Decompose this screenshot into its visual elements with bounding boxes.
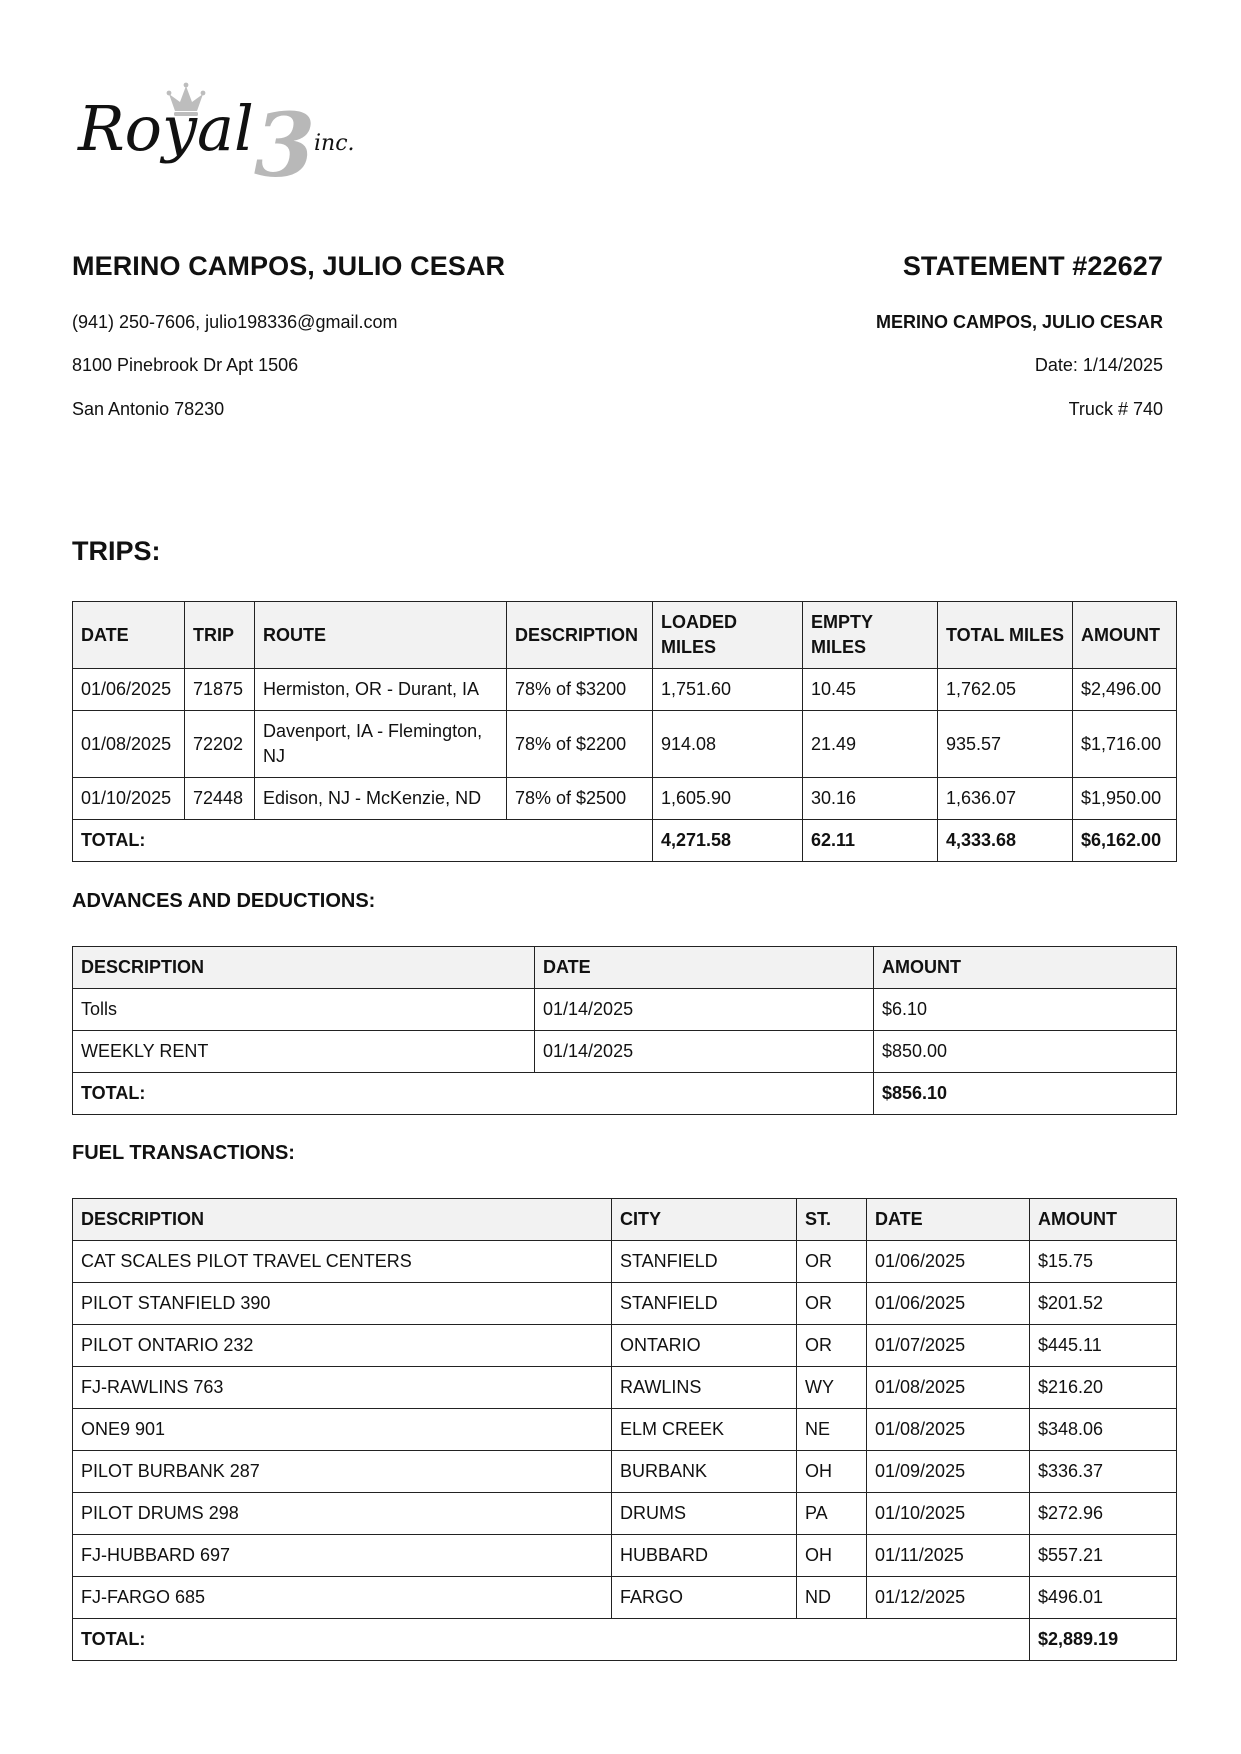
statement-title: STATEMENT #22627 bbox=[902, 251, 1163, 281]
table-cell: $445.11 bbox=[1030, 1325, 1177, 1367]
fuel-table bbox=[72, 1198, 1177, 1661]
logo-wordmark: Royal bbox=[78, 92, 254, 165]
statement-name: MERINO CAMPOS, JULIO CESAR bbox=[875, 312, 1163, 332]
table-cell: $336.37 bbox=[1030, 1451, 1177, 1493]
table-cell: FARGO bbox=[612, 1577, 797, 1619]
table-cell: FJ-FARGO 685 bbox=[73, 1577, 612, 1619]
table-row bbox=[73, 1535, 1177, 1577]
table-cell: $6.10 bbox=[874, 989, 1177, 1031]
table-cell: RAWLINS bbox=[612, 1367, 797, 1409]
table-cell: PILOT STANFIELD 390 bbox=[73, 1283, 612, 1325]
total-amount: $2,889.19 bbox=[1030, 1619, 1177, 1661]
table-cell: 71875 bbox=[185, 669, 255, 711]
table-header-row bbox=[73, 947, 1177, 989]
table-cell: PILOT DRUMS 298 bbox=[73, 1493, 612, 1535]
column-header: DATE bbox=[73, 602, 185, 669]
table-cell: 10.45 bbox=[803, 669, 938, 711]
table-row bbox=[73, 1577, 1177, 1619]
total-label: TOTAL: bbox=[73, 1073, 874, 1115]
statement-date: Date: 1/14/2025 bbox=[1034, 355, 1163, 375]
trips-table bbox=[72, 601, 1177, 862]
table-cell: 01/06/2025 bbox=[867, 1283, 1030, 1325]
column-header: DESCRIPTION bbox=[73, 947, 535, 989]
table-cell: WY bbox=[797, 1367, 867, 1409]
logo-number: 3 bbox=[254, 93, 316, 190]
table-cell: FJ-RAWLINS 763 bbox=[73, 1367, 612, 1409]
table-cell: WEEKLY RENT bbox=[73, 1031, 535, 1073]
table-row bbox=[73, 1325, 1177, 1367]
total-empty-miles: 62.11 bbox=[803, 820, 938, 862]
column-header: ROUTE bbox=[255, 602, 507, 669]
column-header: DESCRIPTION bbox=[73, 1199, 612, 1241]
table-cell: $1,716.00 bbox=[1073, 711, 1177, 778]
table-cell: $216.20 bbox=[1030, 1367, 1177, 1409]
driver-name: MERINO CAMPOS, JULIO CESAR bbox=[72, 251, 506, 281]
table-cell: STANFIELD bbox=[612, 1241, 797, 1283]
table-cell: OH bbox=[797, 1451, 867, 1493]
column-header: DESCRIPTION bbox=[507, 602, 653, 669]
table-row bbox=[73, 1031, 1177, 1073]
total-amount: $6,162.00 bbox=[1073, 820, 1177, 862]
table-cell: 914.08 bbox=[653, 711, 803, 778]
table-row bbox=[73, 778, 1177, 820]
table-cell: 72448 bbox=[185, 778, 255, 820]
table-cell: Tolls bbox=[73, 989, 535, 1031]
total-miles: 4,333.68 bbox=[938, 820, 1073, 862]
total-label: TOTAL: bbox=[73, 820, 653, 862]
column-header: TRIP bbox=[185, 602, 255, 669]
table-cell: OR bbox=[797, 1283, 867, 1325]
table-cell: 1,636.07 bbox=[938, 778, 1073, 820]
table-cell: ELM CREEK bbox=[612, 1409, 797, 1451]
table-cell: 01/09/2025 bbox=[867, 1451, 1030, 1493]
table-cell: 01/10/2025 bbox=[73, 778, 185, 820]
table-cell: STANFIELD bbox=[612, 1283, 797, 1325]
column-header: TOTAL MILES bbox=[938, 602, 1073, 669]
table-cell: $272.96 bbox=[1030, 1493, 1177, 1535]
table-cell: $2,496.00 bbox=[1073, 669, 1177, 711]
company-logo bbox=[76, 78, 386, 190]
table-cell: 01/08/2025 bbox=[867, 1367, 1030, 1409]
table-cell: 01/14/2025 bbox=[535, 989, 874, 1031]
table-row bbox=[73, 1409, 1177, 1451]
table-cell: OR bbox=[797, 1241, 867, 1283]
column-header: AMOUNT bbox=[1030, 1199, 1177, 1241]
table-cell: HUBBARD bbox=[612, 1535, 797, 1577]
table-cell: 21.49 bbox=[803, 711, 938, 778]
table-row bbox=[73, 989, 1177, 1031]
column-header: AMOUNT bbox=[1073, 602, 1177, 669]
column-header: ST. bbox=[797, 1199, 867, 1241]
table-cell: 01/07/2025 bbox=[867, 1325, 1030, 1367]
column-header: AMOUNT bbox=[874, 947, 1177, 989]
advances-heading: ADVANCES AND DEDUCTIONS: bbox=[72, 890, 376, 912]
table-cell: 78% of $2500 bbox=[507, 778, 653, 820]
table-cell: 01/06/2025 bbox=[73, 669, 185, 711]
table-total-row bbox=[73, 820, 1177, 862]
fuel-heading: FUEL TRANSACTIONS: bbox=[72, 1142, 295, 1164]
table-cell: 78% of $2200 bbox=[507, 711, 653, 778]
table-cell: 72202 bbox=[185, 711, 255, 778]
table-cell: ONE9 901 bbox=[73, 1409, 612, 1451]
table-cell: 1,605.90 bbox=[653, 778, 803, 820]
table-cell: 01/08/2025 bbox=[867, 1409, 1030, 1451]
table-cell: $557.21 bbox=[1030, 1535, 1177, 1577]
table-cell: $15.75 bbox=[1030, 1241, 1177, 1283]
table-cell: 1,762.05 bbox=[938, 669, 1073, 711]
column-header: LOADED MILES bbox=[653, 602, 803, 669]
table-cell: CAT SCALES PILOT TRAVEL CENTERS bbox=[73, 1241, 612, 1283]
column-header: EMPTY MILES bbox=[803, 602, 938, 669]
total-loaded-miles: 4,271.58 bbox=[653, 820, 803, 862]
table-cell: $348.06 bbox=[1030, 1409, 1177, 1451]
table-header-row bbox=[73, 1199, 1177, 1241]
table-cell: $201.52 bbox=[1030, 1283, 1177, 1325]
table-cell: Edison, NJ - McKenzie, ND bbox=[255, 778, 507, 820]
truck-number: Truck # 740 bbox=[1068, 399, 1163, 419]
table-header-row bbox=[73, 602, 1177, 669]
table-row bbox=[73, 1493, 1177, 1535]
table-cell: PA bbox=[797, 1493, 867, 1535]
table-cell: FJ-HUBBARD 697 bbox=[73, 1535, 612, 1577]
column-header: CITY bbox=[612, 1199, 797, 1241]
table-cell: 30.16 bbox=[803, 778, 938, 820]
table-cell: DRUMS bbox=[612, 1493, 797, 1535]
table-cell: NE bbox=[797, 1409, 867, 1451]
table-cell: ND bbox=[797, 1577, 867, 1619]
table-row bbox=[73, 711, 1177, 778]
table-cell: BURBANK bbox=[612, 1451, 797, 1493]
column-header: DATE bbox=[535, 947, 874, 989]
table-cell: 78% of $3200 bbox=[507, 669, 653, 711]
table-cell: 01/08/2025 bbox=[73, 711, 185, 778]
table-cell: OR bbox=[797, 1325, 867, 1367]
table-row bbox=[73, 1283, 1177, 1325]
table-cell: 01/14/2025 bbox=[535, 1031, 874, 1073]
driver-address-line1: 8100 Pinebrook Dr Apt 1506 bbox=[72, 355, 299, 375]
advances-table bbox=[72, 946, 1177, 1115]
table-cell: Davenport, IA - Flemington, NJ bbox=[255, 711, 507, 778]
table-cell: $496.01 bbox=[1030, 1577, 1177, 1619]
table-cell: 1,751.60 bbox=[653, 669, 803, 711]
table-row bbox=[73, 1451, 1177, 1493]
table-cell: 01/12/2025 bbox=[867, 1577, 1030, 1619]
table-cell: 01/06/2025 bbox=[867, 1241, 1030, 1283]
table-cell: PILOT ONTARIO 232 bbox=[73, 1325, 612, 1367]
table-cell: $1,950.00 bbox=[1073, 778, 1177, 820]
logo-suffix: inc. bbox=[314, 131, 355, 156]
table-cell: ONTARIO bbox=[612, 1325, 797, 1367]
trips-heading: TRIPS: bbox=[72, 536, 161, 566]
table-total-row bbox=[73, 1619, 1177, 1661]
table-cell: OH bbox=[797, 1535, 867, 1577]
table-cell: 01/11/2025 bbox=[867, 1535, 1030, 1577]
table-cell: $850.00 bbox=[874, 1031, 1177, 1073]
table-cell: 01/10/2025 bbox=[867, 1493, 1030, 1535]
driver-address-line2: San Antonio 78230 bbox=[72, 399, 225, 419]
driver-contact: (941) 250-7606, julio198336@gmail.com bbox=[72, 312, 398, 332]
total-label: TOTAL: bbox=[73, 1619, 1030, 1661]
table-cell: 935.57 bbox=[938, 711, 1073, 778]
table-cell: Hermiston, OR - Durant, IA bbox=[255, 669, 507, 711]
table-row bbox=[73, 1241, 1177, 1283]
total-amount: $856.10 bbox=[874, 1073, 1177, 1115]
table-row bbox=[73, 1367, 1177, 1409]
column-header: DATE bbox=[867, 1199, 1030, 1241]
table-total-row bbox=[73, 1073, 1177, 1115]
table-cell: PILOT BURBANK 287 bbox=[73, 1451, 612, 1493]
table-row bbox=[73, 669, 1177, 711]
